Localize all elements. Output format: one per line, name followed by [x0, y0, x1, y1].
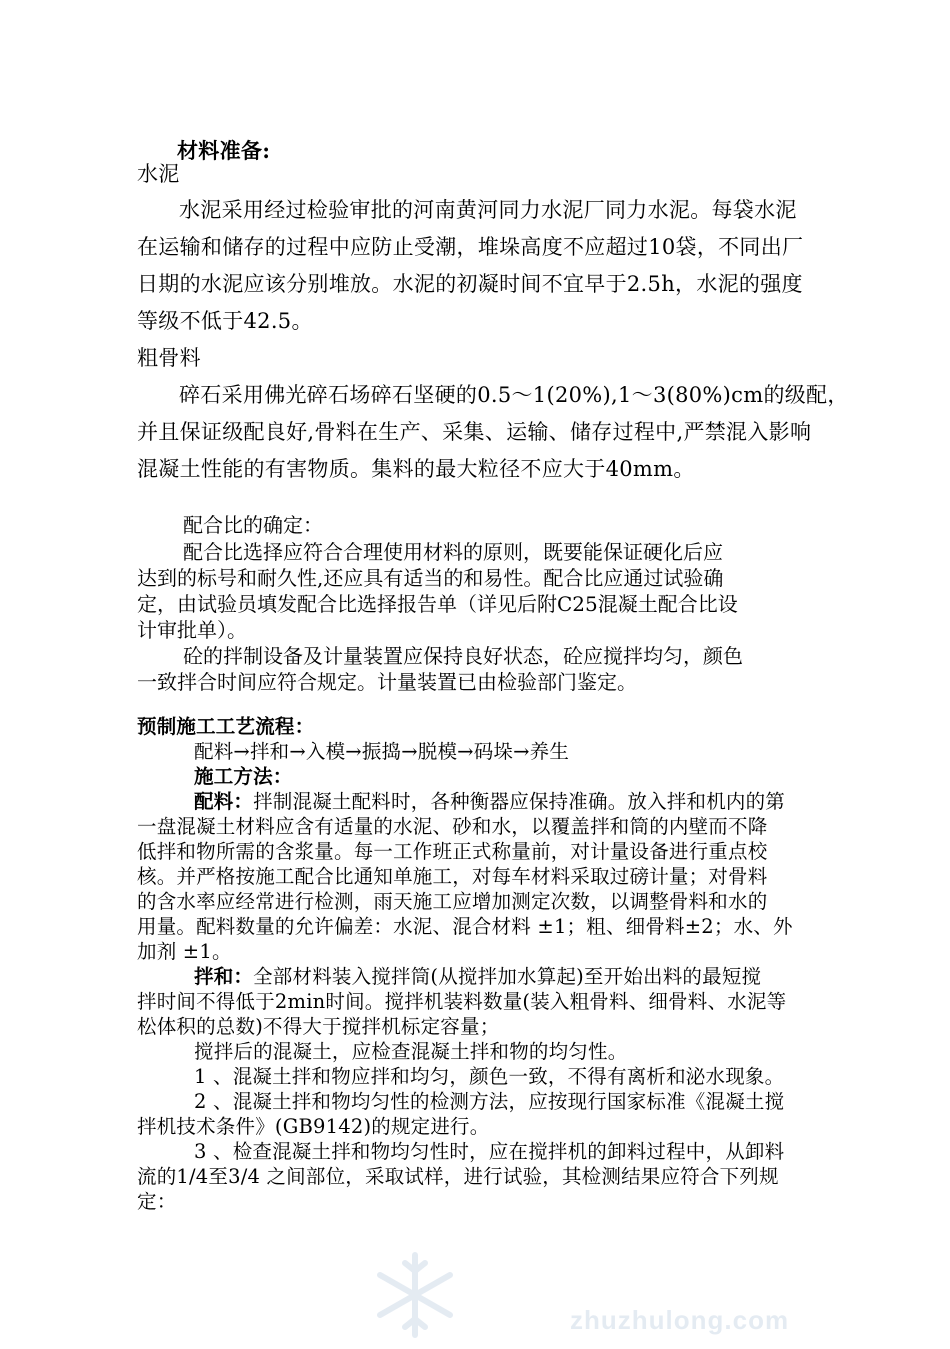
mixing-line: 3 、检查混凝土拌和物均匀性时，应在搅拌机的卸料过程中，从卸料: [194, 1140, 785, 1163]
batching-label: 配料：: [194, 790, 254, 813]
batching-first-line: [194, 791, 914, 813]
mix-paragraph-line: 定，由试验员填发配合比选择报告单（详见后附C25混凝土配合比设: [137, 592, 738, 616]
cement-paragraph-line: 水泥采用经过检验审批的河南黄河同力水泥厂同力水泥。每袋水泥: [179, 198, 797, 222]
mixing-line: 松体积的总数)不得大于搅拌机标定容量；: [137, 1015, 500, 1038]
mixing-line: 搅拌后的混凝土，应检查混凝土拌和物的均匀性。: [194, 1040, 628, 1063]
aggregate-paragraph-line: 碎石采用佛光碎石场碎石坚硬的0.5～1(20%),1～3(80%)cm的级配，: [179, 383, 849, 407]
watermark-text: zhuzhulong.com: [570, 1305, 790, 1335]
mix-paragraph-line: 计审批单）。: [137, 618, 247, 642]
mixing-line: 1 、混凝土拌和物应拌和均匀，颜色一致，不得有离析和泌水现象。: [194, 1065, 785, 1088]
mix-paragraph-line: 砼的拌制设备及计量装置应保持良好状态，砼应搅拌均匀，颜色: [183, 644, 743, 668]
method-heading: 施工方法：: [194, 765, 293, 788]
mixing-label: 拌和：: [194, 965, 254, 988]
snowflake-logo-icon: [360, 1245, 480, 1345]
mixing-line: 定：: [137, 1190, 177, 1213]
watermark: [360, 1245, 860, 1345]
aggregate-paragraph-line: 混凝土性能的有害物质。集料的最大粒径不应大于40mm。: [137, 457, 695, 481]
batching-line: 一盘混凝土材料应含有适量的水泥、砂和水，以覆盖拌和筒的内壁而不降: [137, 815, 768, 838]
aggregate-paragraph-line: 并且保证级配良好,骨料在生产、采集、运输、储存过程中,严禁混入影响: [137, 420, 812, 444]
mix-paragraph-line: 达到的标号和耐久性,还应具有适当的和易性。配合比应通过试验确: [137, 566, 724, 590]
mixing-line: 全部材料装入搅拌筒(从搅拌加水算起)至开始出料的最短搅: [253, 965, 762, 988]
batching-line: 的含水率应经常进行检测，雨天施工应增加测定次数，以调整骨料和水的: [137, 890, 768, 913]
cement-label: 水泥: [137, 162, 180, 186]
mix-heading: 配合比的确定：: [183, 513, 323, 537]
materials-heading: 材料准备:: [177, 138, 271, 163]
mix-paragraph-line: 一致拌合时间应符合规定。计量装置已由检验部门鉴定。: [137, 670, 637, 694]
mixing-line: 流的1/4至3/4 之间部位，采取试样，进行试验，其检测结果应符合下列规: [137, 1165, 779, 1188]
cement-paragraph-line: 在运输和储存的过程中应防止受潮，堆垛高度不应超过10袋，不同出厂: [137, 235, 804, 259]
aggregate-label: 粗骨料: [137, 346, 201, 370]
cement-paragraph-line: 等级不低于42.5。: [137, 309, 313, 333]
batching-line: 加剂 ±1。: [137, 940, 232, 963]
mixing-line: 拌机技术条件》(GB9142)的规定进行。: [137, 1115, 490, 1138]
mix-paragraph-line: 配合比选择应符合合理使用材料的原则，既要能保证硬化后应: [183, 540, 723, 564]
process-flow: 配料→拌和→入模→振捣→脱模→码垛→养生: [194, 740, 570, 763]
batching-line: 核。并严格按施工配合比通知单施工，对每车材料采取过磅计量；对骨料: [137, 865, 768, 888]
process-heading: 预制施工工艺流程：: [137, 715, 315, 738]
mixing-line: 2 、混凝土拌和物均匀性的检测方法，应按现行国家标准《混凝土搅: [194, 1090, 785, 1113]
batching-line: 低拌和物所需的含浆量。每一工作班正式称量前，对计量设备进行重点校: [137, 840, 768, 863]
mixing-first-line: [194, 966, 914, 988]
batching-line: 拌制混凝土配料时，各种衡器应保持准确。放入拌和机内的第: [253, 790, 786, 813]
batching-line: 用量。配料数量的允许偏差：水泥、混合材料 ±1；粗、细骨料±2；水、外: [137, 915, 793, 938]
cement-paragraph-line: 日期的水泥应该分别堆放。水泥的初凝时间不宜早于2.5h，水泥的强度: [137, 272, 803, 296]
mixing-line: 拌时间不得低于2min时间。搅拌机装料数量(装入粗骨料、细骨料、水泥等: [137, 990, 787, 1013]
